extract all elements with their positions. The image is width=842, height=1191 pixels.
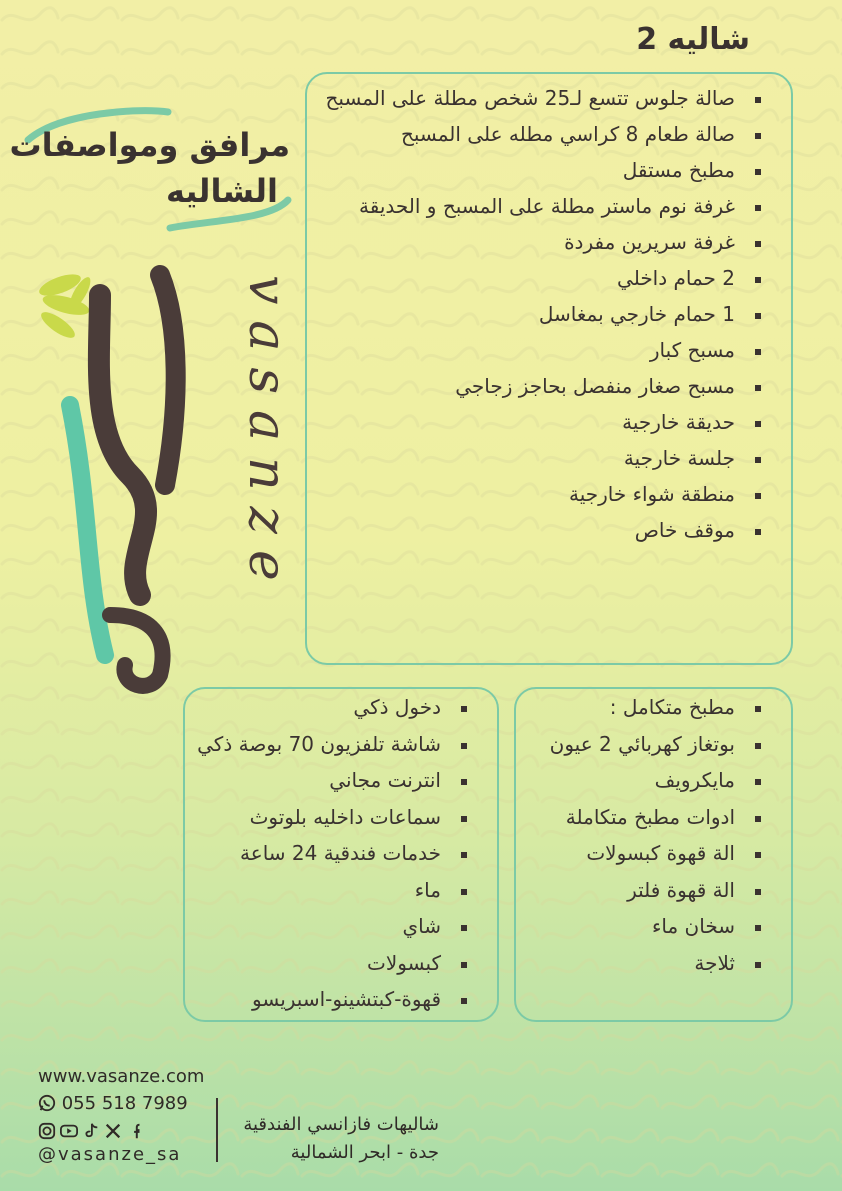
x-icon[interactable] xyxy=(104,1122,122,1140)
kitchen-item-text: سخان ماء xyxy=(651,914,735,938)
amenity-item-text: 1 حمام خارجي بمغاسل xyxy=(538,302,735,326)
kitchen-item xyxy=(516,695,767,732)
youtube-icon[interactable] xyxy=(60,1122,78,1140)
amenity-item-text: صالة جلوس تتسع لـ25 شخص مطلة على المسبح xyxy=(325,86,735,110)
kitchen-item xyxy=(516,732,767,769)
instagram-icon[interactable] xyxy=(38,1122,56,1140)
amenity-item-text: صالة طعام 8 كراسي مطله على المسبح xyxy=(400,122,735,146)
main-amenities-panel xyxy=(305,72,793,665)
amenity-item xyxy=(307,374,767,410)
social-handle[interactable]: @vasanze_sa xyxy=(38,1144,182,1165)
palm-leaf-icon xyxy=(37,270,95,342)
service-item xyxy=(185,805,473,842)
section-heading xyxy=(9,100,300,250)
heading-line-1: مرافق ومواصفات xyxy=(9,126,290,164)
logo-latin-wordmark: vasanze xyxy=(237,275,297,597)
kitchen-item-text: ادوات مطبخ متكاملة xyxy=(565,804,735,829)
service-item-text: كبسولات xyxy=(367,950,441,975)
service-item-text: سماعات داخليه بلوتوث xyxy=(249,804,441,829)
facebook-icon[interactable] xyxy=(126,1122,144,1140)
kitchen-item-text: مطبخ متكامل : xyxy=(609,695,735,719)
kitchen-item xyxy=(516,914,767,951)
amenity-item xyxy=(307,86,767,122)
amenity-item xyxy=(307,482,767,518)
service-item xyxy=(185,987,473,1024)
amenity-item xyxy=(307,518,767,554)
kitchen-item-text: ثلاجة xyxy=(694,950,735,975)
social-icons xyxy=(38,1120,238,1142)
service-item-text: دخول ذكي xyxy=(353,695,441,719)
kitchen-item xyxy=(516,805,767,842)
amenity-item-text: غرفة سريرين مفردة xyxy=(564,230,735,254)
service-item xyxy=(185,768,473,805)
amenity-item-text: مطبخ مستقل xyxy=(622,158,735,182)
amenity-item-text: غرفة نوم ماستر مطلة على المسبح و الحديقة xyxy=(358,194,735,218)
page-title: شاليه 2 xyxy=(636,22,750,57)
kitchen-item-text: بوتغاز كهربائي 2 عيون xyxy=(549,731,735,756)
service-item xyxy=(185,695,473,732)
service-item xyxy=(185,732,473,769)
service-item xyxy=(185,841,473,878)
amenity-item-text: مسبح كبار xyxy=(649,338,735,362)
kitchen-item-text: مايكرويف xyxy=(654,768,735,792)
kitchen-item-text: الة قهوة فلتر xyxy=(627,877,735,902)
footer-company xyxy=(229,1114,439,1170)
amenity-item xyxy=(307,230,767,266)
kitchen-item-text: الة قهوة كبسولات xyxy=(586,841,735,865)
whatsapp-icon xyxy=(38,1094,56,1112)
phone-line xyxy=(38,1094,238,1120)
amenity-item xyxy=(307,158,767,194)
kitchen-item xyxy=(516,841,767,878)
service-item-text: انترنت مجاني xyxy=(329,768,441,792)
main-amenities-list xyxy=(307,86,767,554)
service-item xyxy=(185,878,473,915)
amenity-item-text: 2 حمام داخلي xyxy=(617,266,735,290)
amenity-item-text: مسبح صغار منفصل بحاجز زجاجي xyxy=(455,374,735,398)
heading-line-2: الشاليه xyxy=(165,172,278,210)
service-item xyxy=(185,951,473,988)
kitchen-item xyxy=(516,768,767,805)
amenity-item xyxy=(307,446,767,482)
amenity-item xyxy=(307,194,767,230)
services-list xyxy=(185,695,473,1024)
amenity-item xyxy=(307,266,767,302)
service-item-text: ماء xyxy=(414,877,441,902)
footer-divider xyxy=(216,1098,218,1162)
vasanze-logo xyxy=(30,255,297,695)
service-item-text: قهوة-كبتشينو-اسبريسو xyxy=(252,987,441,1011)
website-link[interactable]: www.vasanze.com xyxy=(38,1066,205,1087)
services-panel xyxy=(183,687,499,1022)
kitchen-list xyxy=(516,695,767,987)
amenity-item-text: حديقة خارجية xyxy=(622,410,735,434)
footer-contact xyxy=(38,1068,238,1172)
amenity-item-text: منطقة شواء خارجية xyxy=(569,482,735,506)
service-item xyxy=(185,914,473,951)
amenity-item-text: جلسة خارجية xyxy=(623,446,735,470)
service-item-text: شاشة تلفزيون 70 بوصة ذكي xyxy=(197,731,441,756)
kitchen-item xyxy=(516,951,767,988)
amenity-item xyxy=(307,122,767,158)
phone-number[interactable]: 055 518 7989 xyxy=(61,1093,188,1114)
kitchen-panel xyxy=(514,687,793,1022)
service-item-text: خدمات فندقية 24 ساعة xyxy=(240,841,441,865)
kitchen-item xyxy=(516,878,767,915)
tiktok-icon[interactable] xyxy=(82,1122,100,1140)
amenity-item xyxy=(307,410,767,446)
company-name: شاليهات فازانسي الفندقية xyxy=(243,1114,439,1135)
amenity-item xyxy=(307,302,767,338)
service-item-text: شاي xyxy=(402,914,441,938)
amenity-item xyxy=(307,338,767,374)
amenity-item-text: موقف خاص xyxy=(634,518,735,542)
company-location: جدة - ابحر الشمالية xyxy=(290,1142,439,1163)
